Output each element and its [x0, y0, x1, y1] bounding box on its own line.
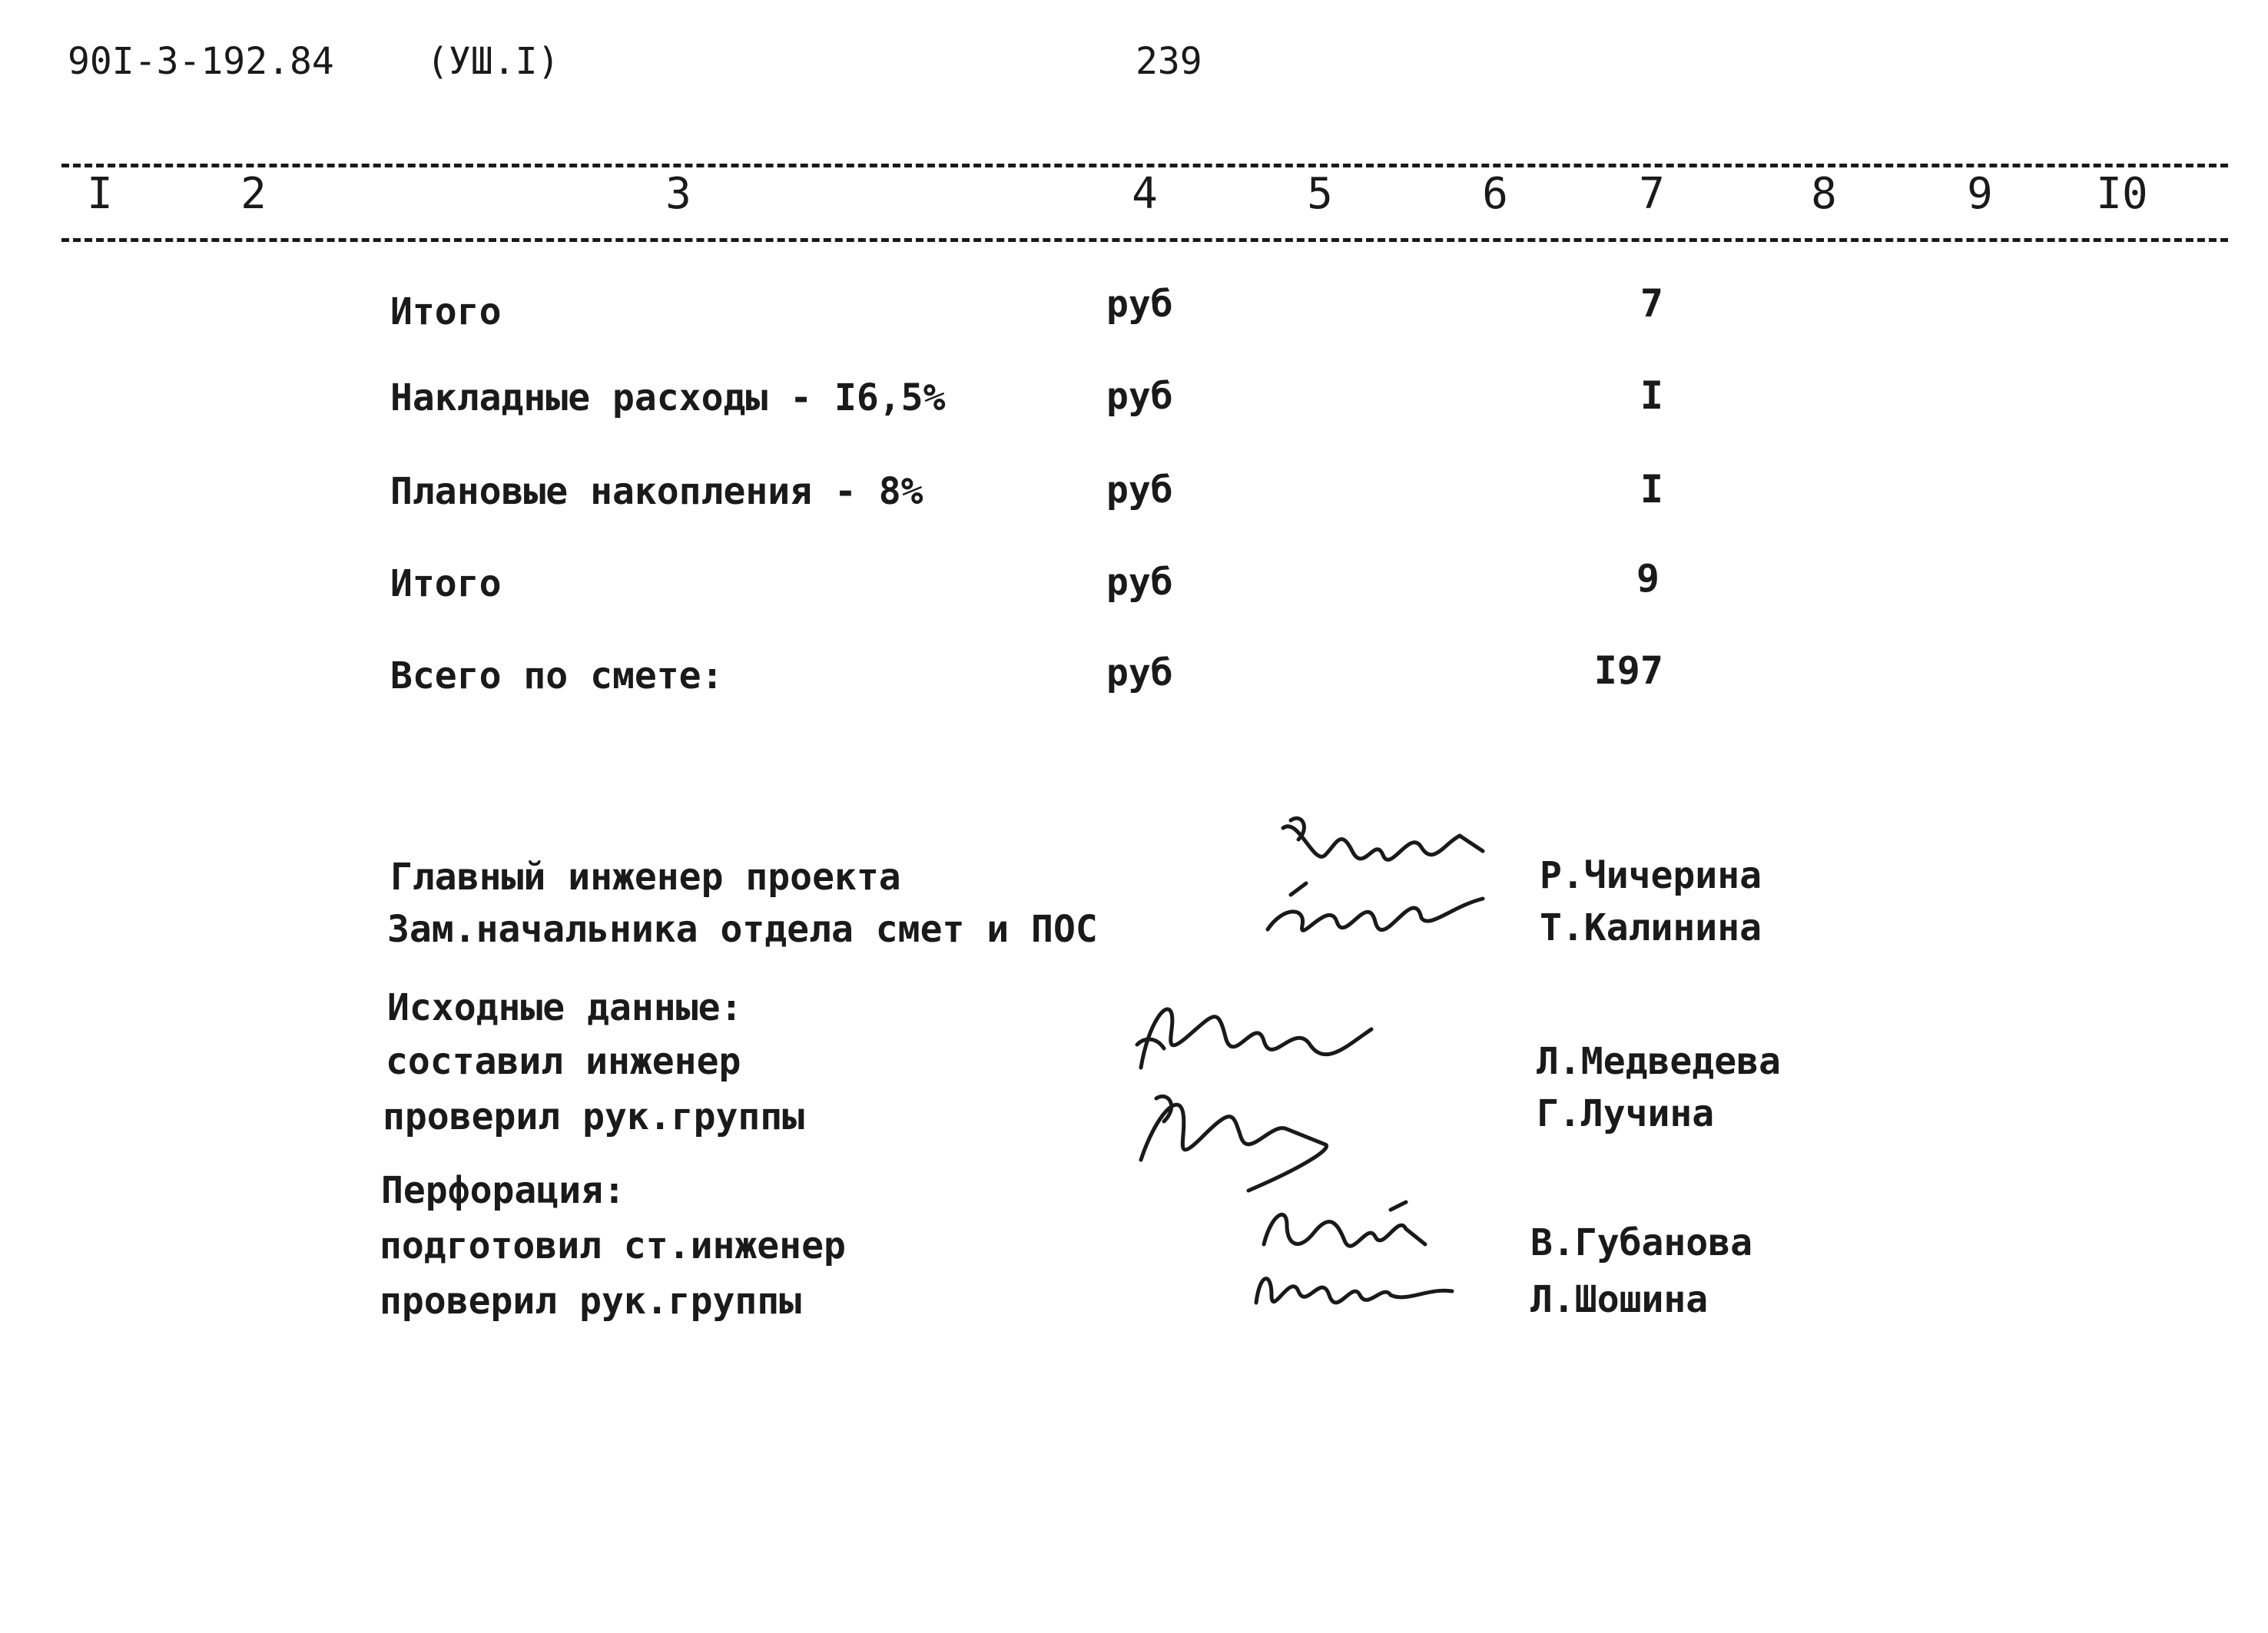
- signature-medvedeva-handwriting: [1126, 991, 1387, 1091]
- column-number: 7: [1639, 169, 1665, 219]
- row-label: Накладные расходы - I6,5%: [390, 376, 946, 419]
- checked-name-2: Л.Шошина: [1530, 1278, 1709, 1321]
- column-header-bottom-rule: [61, 238, 2228, 242]
- column-number: 2: [240, 169, 267, 219]
- row-value: I97: [1593, 648, 1663, 693]
- section-code: (УШ.I): [426, 40, 560, 83]
- column-number: 6: [1482, 169, 1508, 219]
- signature-kalinina-handwriting: [1260, 876, 1490, 945]
- signature-luchina-handwriting: [1126, 1083, 1371, 1206]
- row-value: 9: [1636, 556, 1660, 601]
- deputy-head-name: Т.Калинина: [1540, 906, 1762, 949]
- row-label: Плановые накопления - 8%: [390, 470, 923, 513]
- compiled-role: составил инженер: [386, 1040, 741, 1083]
- row-unit: руб: [1106, 469, 1173, 512]
- checked-role-1: проверил рук.группы: [383, 1095, 805, 1138]
- document-code: 90I-3-192.84: [68, 40, 334, 83]
- row-unit: руб: [1106, 561, 1173, 604]
- row-value: 7: [1640, 281, 1663, 326]
- deputy-head-role: Зам.начальника отдела смет и ПОС: [387, 908, 1098, 951]
- column-number: 4: [1132, 169, 1158, 219]
- signature-chicherina-handwriting: [1268, 813, 1490, 882]
- column-number: 8: [1811, 169, 1837, 219]
- row-label: Итого: [390, 562, 502, 605]
- column-number: I0: [2096, 169, 2148, 219]
- compiled-name: Л.Медведева: [1537, 1040, 1781, 1083]
- chief-engineer-role: Главный инженер проекта: [390, 856, 901, 899]
- prepared-role: подготовил ст.инженер: [380, 1224, 846, 1267]
- row-unit: руб: [1106, 375, 1173, 418]
- column-number: 5: [1307, 169, 1333, 219]
- checked-name-1: Г.Лучина: [1537, 1092, 1715, 1135]
- column-header-top-rule: [61, 164, 2228, 167]
- checked-role-2: проверил рук.группы: [380, 1280, 802, 1323]
- row-value: I: [1640, 467, 1663, 512]
- row-label: Итого: [390, 290, 502, 333]
- column-number: I: [87, 169, 113, 219]
- row-label: Всего по смете:: [390, 654, 724, 697]
- prepared-name: В.Губанова: [1530, 1221, 1752, 1264]
- row-unit: руб: [1106, 283, 1173, 326]
- row-unit: руб: [1106, 651, 1173, 694]
- perforation-heading: Перфорация:: [381, 1169, 625, 1212]
- source-data-heading: Исходные данные:: [387, 986, 743, 1029]
- row-value: I: [1640, 373, 1663, 418]
- column-number: 3: [665, 169, 691, 219]
- chief-engineer-name: Р.Чичерина: [1540, 854, 1762, 897]
- signature-shoshina-handwriting: [1245, 1257, 1460, 1318]
- column-number: 9: [1967, 169, 1993, 219]
- page-number: 239: [1136, 40, 1202, 83]
